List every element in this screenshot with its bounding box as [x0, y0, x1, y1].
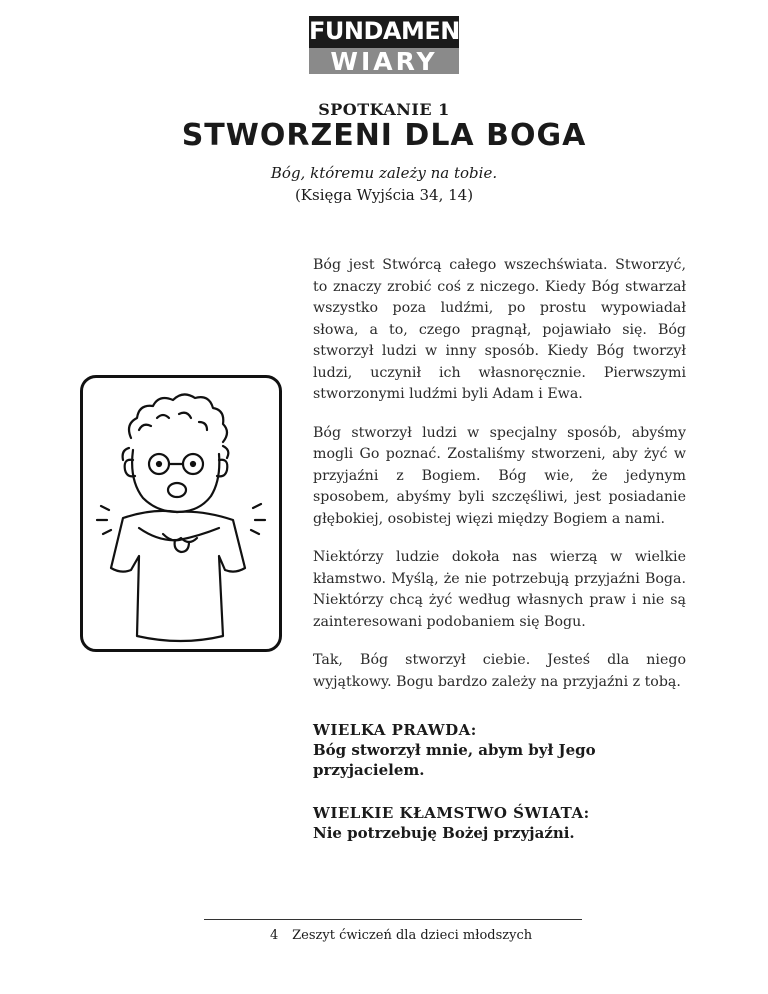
book-title: Zeszyt ćwiczeń dla dzieci młodszych	[292, 928, 533, 943]
paragraph: Bóg jest Stwórcą całego wszechświata. Stworzyć, to znaczy zrobić coś z niczego. Kiedy Bóg stwarzał wszystko poza ludźmi, po prostu wypowiadał słowa, a to, czego pragnął, pojawiało się. Bóg stworzył ludzi w inny sposób. Kiedy Bóg tworzył ludzi, uczynił ich własnoręcznie. Pierwszymi stworzonymi ludźmi byli Adam i Ewa.	[313, 257, 686, 402]
logo-bottom-band	[309, 48, 459, 74]
lie-heading: WIELKIE KŁAMSTWO ŚWIATA:	[313, 804, 590, 822]
logo-line-1: FUNDAMENTY	[309, 17, 493, 45]
lesson-text	[313, 255, 686, 710]
lesson-number: SPOTKANIE 1	[318, 100, 450, 119]
illustration-frame	[80, 375, 282, 652]
page-footer	[270, 928, 532, 943]
series-logo	[309, 16, 493, 76]
paragraph: Bóg stworzył ludzi w specjalny sposób, abyśmy mogli Go poznać. Zostaliśmy stworzeni, aby żyć w przyjaźni z Bogiem. Bóg wie, że jedynym sposobem, abyśmy byli szczęśliwi, jest posiadanie głębokiej, osobistej więzi między Bogiem a nami.	[313, 424, 686, 527]
lie-text: Nie potrzebuję Bożej przyjaźni.	[313, 824, 575, 842]
footer-divider	[204, 919, 582, 920]
truth-text: Bóg stworzył mnie, abym był Jego przyjacielem.	[313, 741, 596, 779]
motto: Bóg, któremu zależy na tobie.	[270, 164, 498, 182]
page-number: 4	[270, 928, 279, 943]
boy-illustration	[83, 378, 279, 649]
truth-heading: WIELKA PRAWDA:	[313, 721, 477, 739]
page-title: STWORZENI DLA BOGA	[181, 118, 587, 153]
logo-line-2: WIARY	[330, 47, 438, 76]
key-facts	[313, 720, 673, 866]
paragraph: Tak, Bóg stworzył ciebie. Jesteś dla niego wyjątkowy. Bogu bardzo zależy na przyjaźni z tobą.	[313, 652, 686, 690]
scripture-reference: (Księga Wyjścia 34, 14)	[294, 186, 474, 204]
logo-top-band	[309, 16, 493, 48]
paragraph: Niektórzy ludzie dokoła nas wierzą w wielkie kłamstwo. Myślą, że nie potrzebują przyjaźni Boga. Niektórzy chcą żyć według własnych praw i nie są zainteresowani podobaniem się Bogu.	[313, 549, 686, 630]
